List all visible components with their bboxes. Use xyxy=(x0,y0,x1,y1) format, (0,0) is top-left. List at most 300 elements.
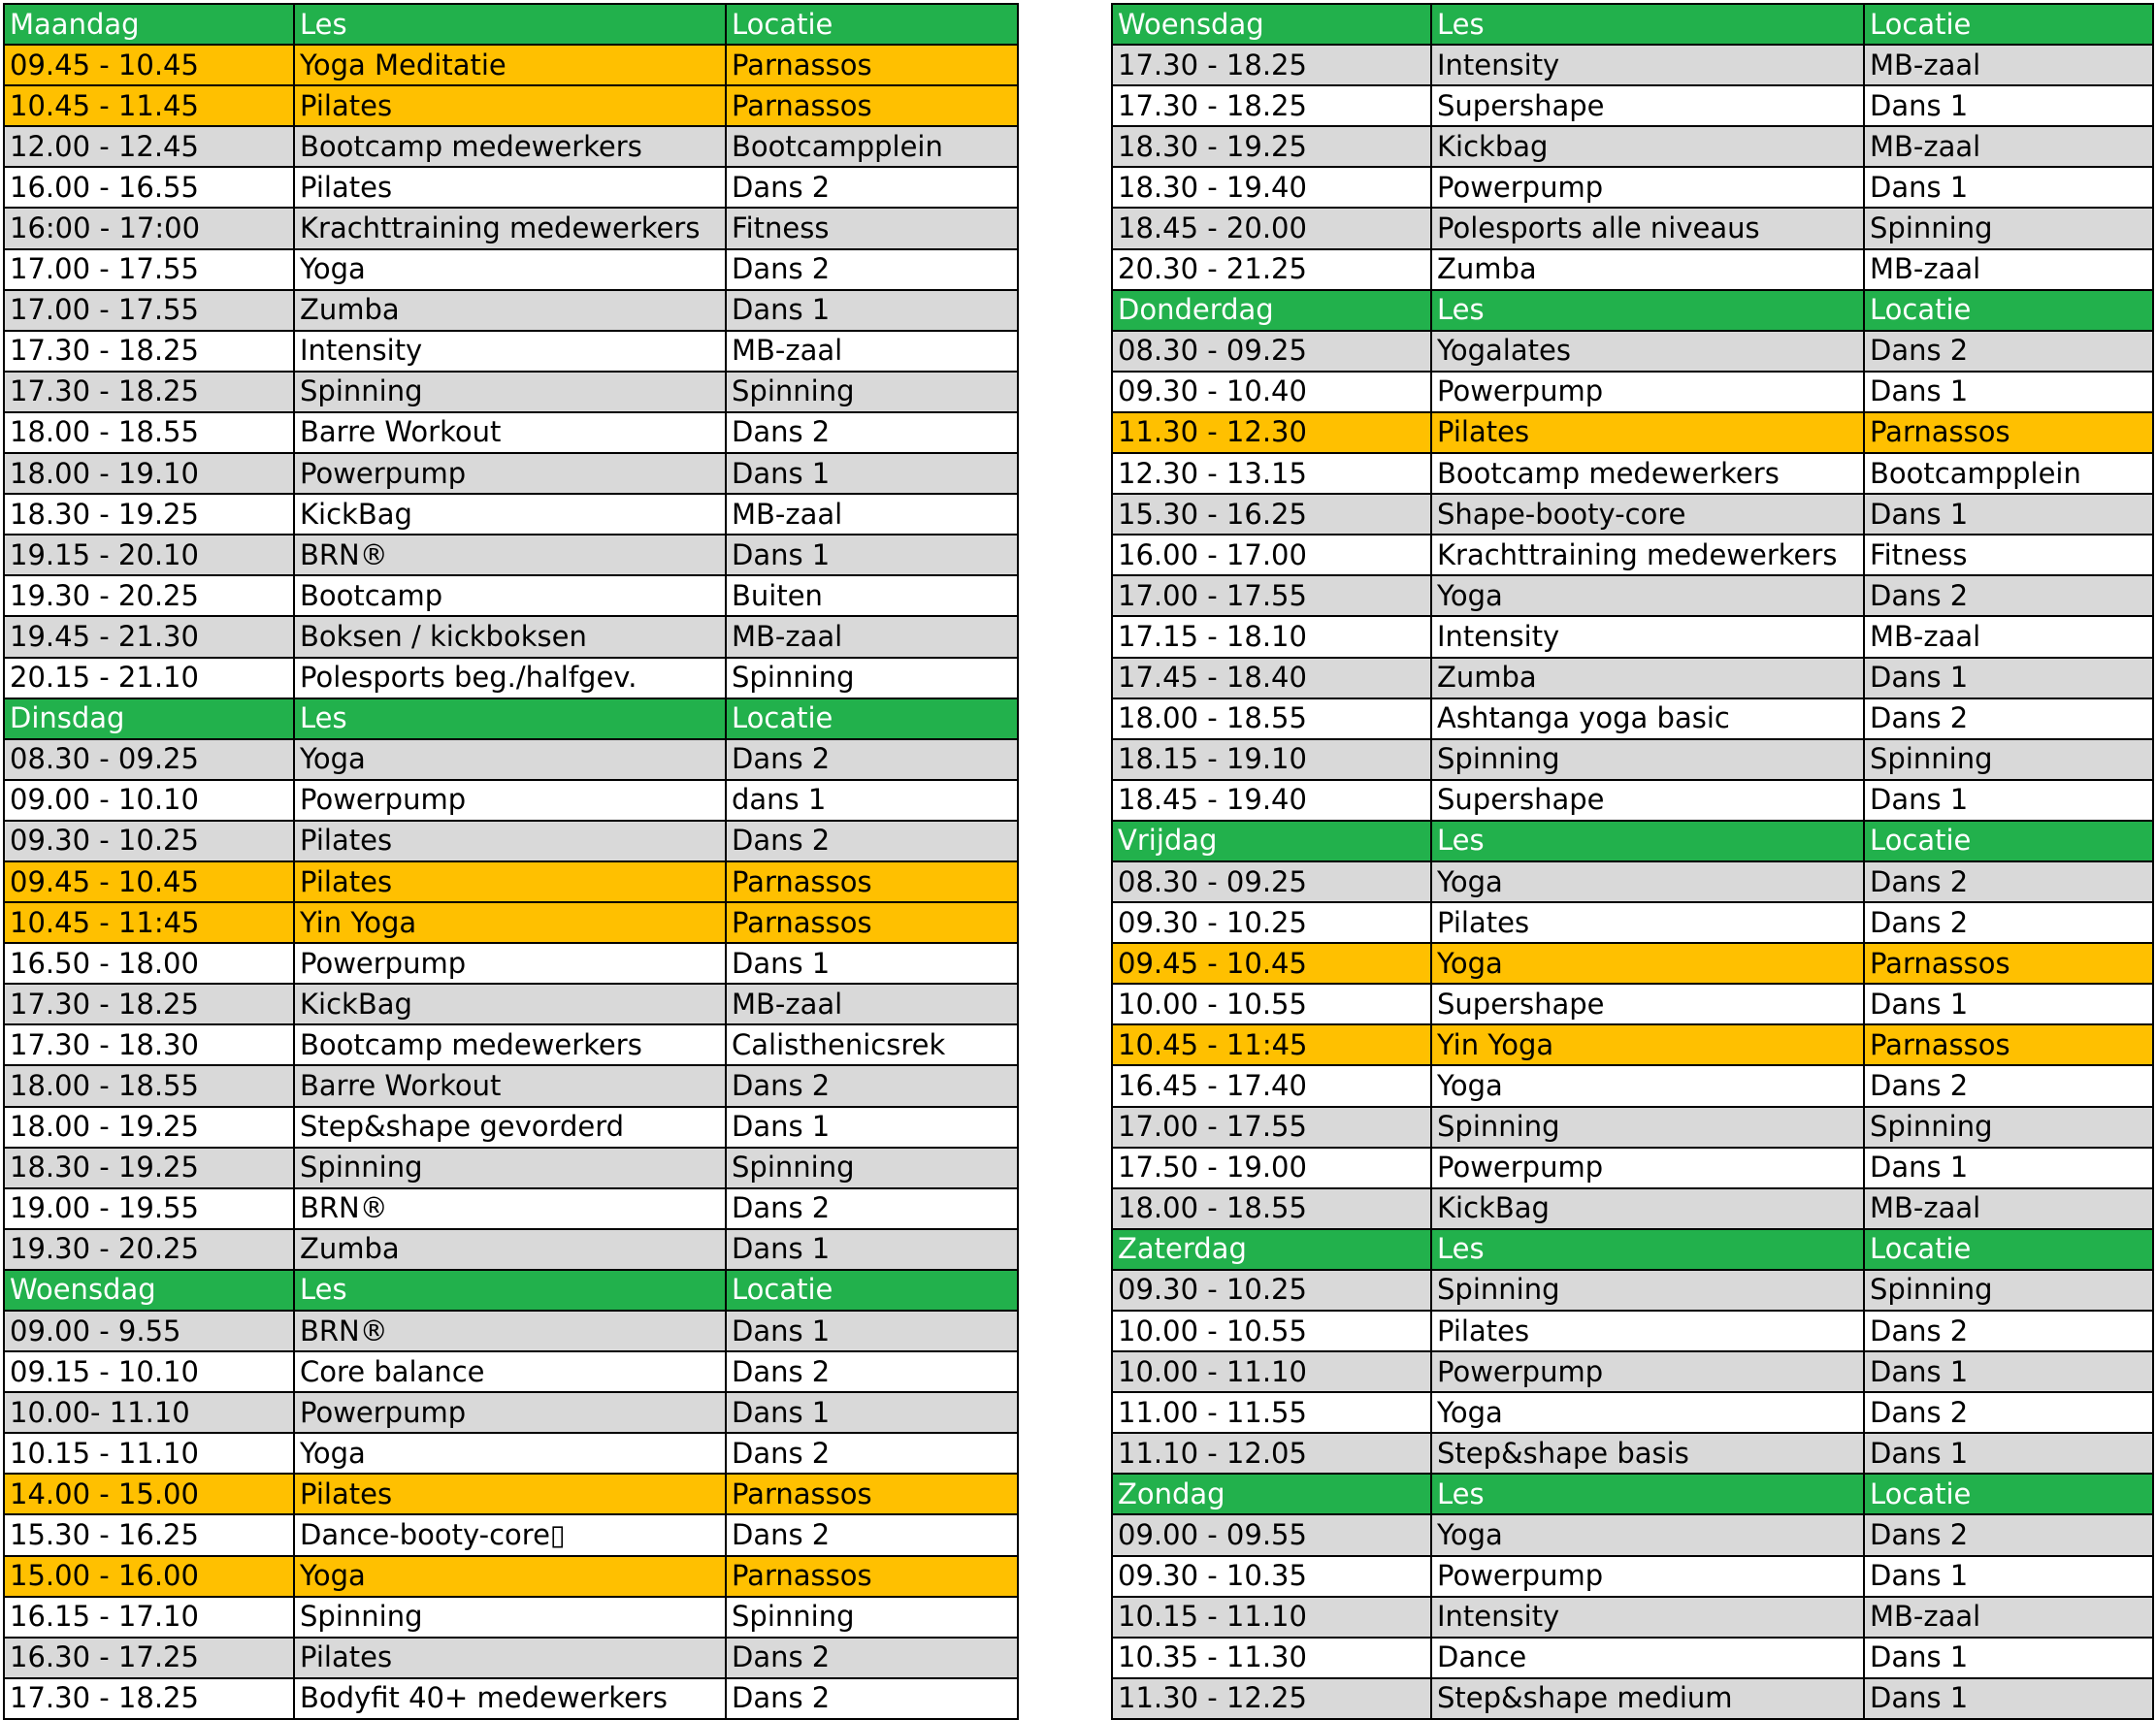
class-row xyxy=(1112,780,2153,821)
class-row xyxy=(4,1107,1018,1148)
class-row xyxy=(1112,126,2153,167)
time-cell: 11.30 - 12.25 xyxy=(1112,1678,1431,1719)
time-cell: 16.30 - 17.25 xyxy=(4,1638,294,1678)
time-cell: 15.00 - 16.00 xyxy=(4,1556,294,1597)
class-name-cell: Powerpump xyxy=(1431,1148,1864,1188)
location-cell: Dans 1 xyxy=(726,943,1018,984)
class-name-cell: BRN® xyxy=(294,1311,726,1351)
time-cell: 08.30 - 09.25 xyxy=(1112,861,1431,902)
class-row xyxy=(1112,453,2153,494)
class-name-cell: Spinning xyxy=(1431,1107,1864,1148)
class-name-cell: Powerpump xyxy=(1431,167,1864,208)
schedule-table-right xyxy=(1111,3,2154,1720)
time-cell: 16.50 - 18.00 xyxy=(4,943,294,984)
schedule-body-left xyxy=(4,4,1018,1719)
location-cell: Dans 1 xyxy=(1864,494,2153,535)
time-cell: 20.30 - 21.25 xyxy=(1112,249,1431,290)
time-cell: 16:00 - 17:00 xyxy=(4,208,294,248)
time-cell: 10.45 - 11:45 xyxy=(1112,1024,1431,1065)
location-cell: Dans 2 xyxy=(726,1065,1018,1106)
time-cell: 18.30 - 19.25 xyxy=(4,1148,294,1188)
day-header-row xyxy=(1112,1229,2153,1270)
location-cell: dans 1 xyxy=(726,780,1018,821)
class-name-cell: Powerpump xyxy=(294,1392,726,1433)
class-row xyxy=(1112,1392,2153,1433)
location-cell: Dans 2 xyxy=(726,821,1018,861)
time-cell: 11.00 - 11.55 xyxy=(1112,1392,1431,1433)
class-row xyxy=(1112,1065,2153,1106)
location-cell: Parnassos xyxy=(726,85,1018,126)
class-row xyxy=(4,249,1018,290)
day-header-row xyxy=(1112,1474,2153,1514)
class-name-cell: Intensity xyxy=(1431,45,1864,85)
time-cell: 18.00 - 19.10 xyxy=(4,453,294,494)
les-header-cell: Les xyxy=(1431,290,1864,331)
class-row xyxy=(4,167,1018,208)
class-name-cell: Barre Workout xyxy=(294,1065,726,1106)
class-name-cell: BRN® xyxy=(294,535,726,575)
class-row xyxy=(4,494,1018,535)
class-row xyxy=(4,1638,1018,1678)
time-cell: 17.30 - 18.25 xyxy=(1112,85,1431,126)
class-row xyxy=(1112,943,2153,984)
time-cell: 19.30 - 20.25 xyxy=(4,575,294,616)
class-row xyxy=(4,575,1018,616)
day-header-row xyxy=(1112,4,2153,45)
class-row xyxy=(1112,85,2153,126)
time-cell: 17.30 - 18.25 xyxy=(4,1678,294,1719)
class-row xyxy=(1112,1678,2153,1719)
class-name-cell: Step&shape gevorderd xyxy=(294,1107,726,1148)
time-cell: 18.30 - 19.25 xyxy=(1112,126,1431,167)
class-row xyxy=(4,658,1018,698)
class-name-cell: Yoga xyxy=(1431,575,1864,616)
time-cell: 10.45 - 11:45 xyxy=(4,902,294,943)
location-cell: Parnassos xyxy=(1864,943,2153,984)
class-row xyxy=(1112,1638,2153,1678)
time-cell: 19.30 - 20.25 xyxy=(4,1229,294,1270)
schedule-body-right xyxy=(1112,4,2153,1719)
location-cell: Dans 1 xyxy=(1864,1148,2153,1188)
time-cell: 17.00 - 17.55 xyxy=(4,249,294,290)
class-row xyxy=(1112,739,2153,780)
time-cell: 10.15 - 11.10 xyxy=(1112,1597,1431,1638)
class-name-cell: Bootcamp medewerkers xyxy=(294,126,726,167)
class-name-cell: Yoga xyxy=(1431,861,1864,902)
day-header-cell: Woensdag xyxy=(4,1270,294,1311)
les-header-cell: Les xyxy=(1431,1229,1864,1270)
class-row xyxy=(1112,249,2153,290)
time-cell: 17.30 - 18.25 xyxy=(4,984,294,1024)
location-cell: Dans 1 xyxy=(726,535,1018,575)
location-cell: Dans 2 xyxy=(726,1678,1018,1719)
time-cell: 17.45 - 18.40 xyxy=(1112,658,1431,698)
day-header-cell: Zondag xyxy=(1112,1474,1431,1514)
class-row xyxy=(1112,1351,2153,1392)
class-row xyxy=(4,290,1018,331)
time-cell: 18.15 - 19.10 xyxy=(1112,739,1431,780)
location-cell: Dans 1 xyxy=(726,453,1018,494)
location-cell: Dans 1 xyxy=(1864,1351,2153,1392)
location-cell: Dans 2 xyxy=(1864,902,2153,943)
location-cell: MB-zaal xyxy=(1864,126,2153,167)
location-cell: Dans 1 xyxy=(1864,1638,2153,1678)
location-cell: Dans 1 xyxy=(1864,167,2153,208)
class-name-cell: Spinning xyxy=(1431,1270,1864,1311)
location-cell: Spinning xyxy=(1864,1107,2153,1148)
class-row xyxy=(4,1024,1018,1065)
location-cell: Dans 1 xyxy=(1864,780,2153,821)
class-row xyxy=(1112,1188,2153,1229)
location-cell: Dans 1 xyxy=(726,1229,1018,1270)
day-header-cell: Zaterdag xyxy=(1112,1229,1431,1270)
location-cell: Dans 2 xyxy=(726,167,1018,208)
time-cell: 09.30 - 10.35 xyxy=(1112,1556,1431,1597)
class-name-cell: Powerpump xyxy=(294,453,726,494)
location-cell: MB-zaal xyxy=(1864,1597,2153,1638)
location-cell: Fitness xyxy=(726,208,1018,248)
class-name-cell: Pilates xyxy=(294,821,726,861)
location-cell: Dans 2 xyxy=(726,1188,1018,1229)
day-header-cell: Vrijdag xyxy=(1112,821,1431,861)
time-cell: 17.30 - 18.25 xyxy=(4,331,294,372)
time-cell: 18.00 - 18.55 xyxy=(1112,698,1431,739)
class-row xyxy=(1112,698,2153,739)
day-header-row xyxy=(1112,821,2153,861)
location-cell: MB-zaal xyxy=(726,984,1018,1024)
time-cell: 19.45 - 21.30 xyxy=(4,616,294,657)
time-cell: 15.30 - 16.25 xyxy=(1112,494,1431,535)
class-name-cell: Bootcamp medewerkers xyxy=(294,1024,726,1065)
class-row xyxy=(4,1148,1018,1188)
class-name-cell: Supershape xyxy=(1431,984,1864,1024)
time-cell: 16.00 - 17.00 xyxy=(1112,535,1431,575)
class-row xyxy=(1112,535,2153,575)
class-name-cell: Bodyfit 40+ medewerkers xyxy=(294,1678,726,1719)
class-row xyxy=(1112,1311,2153,1351)
class-row xyxy=(1112,616,2153,657)
location-cell: Parnassos xyxy=(726,1556,1018,1597)
location-cell: Dans 2 xyxy=(726,249,1018,290)
class-name-cell: Zumba xyxy=(294,290,726,331)
time-cell: 17.30 - 18.25 xyxy=(1112,45,1431,85)
class-name-cell: Bootcamp medewerkers xyxy=(1431,453,1864,494)
class-name-cell: Powerpump xyxy=(294,943,726,984)
class-name-cell: Pilates xyxy=(1431,902,1864,943)
time-cell: 08.30 - 09.25 xyxy=(1112,331,1431,372)
time-cell: 09.15 - 10.10 xyxy=(4,1351,294,1392)
time-cell: 18.00 - 18.55 xyxy=(4,412,294,453)
time-cell: 17.15 - 18.10 xyxy=(1112,616,1431,657)
location-cell: Dans 1 xyxy=(1864,658,2153,698)
class-name-cell: Polesports alle niveaus xyxy=(1431,208,1864,248)
class-name-cell: Step&shape basis xyxy=(1431,1433,1864,1474)
location-cell: MB-zaal xyxy=(726,331,1018,372)
class-name-cell: Powerpump xyxy=(294,780,726,821)
locatie-header-cell: Locatie xyxy=(726,4,1018,45)
class-row xyxy=(4,1556,1018,1597)
class-name-cell: Pilates xyxy=(1431,1311,1864,1351)
time-cell: 09.45 - 10.45 xyxy=(4,861,294,902)
location-cell: Dans 1 xyxy=(1864,372,2153,412)
class-name-cell: Spinning xyxy=(294,1597,726,1638)
time-cell: 17.00 - 17.55 xyxy=(1112,575,1431,616)
location-cell: Spinning xyxy=(1864,739,2153,780)
class-name-cell: Yoga xyxy=(294,739,726,780)
class-row xyxy=(1112,902,2153,943)
class-name-cell: Pilates xyxy=(1431,412,1864,453)
class-row xyxy=(4,372,1018,412)
time-cell: 10.00 - 11.10 xyxy=(1112,1351,1431,1392)
location-cell: Dans 2 xyxy=(1864,1065,2153,1106)
class-row xyxy=(4,535,1018,575)
class-name-cell: Intensity xyxy=(294,331,726,372)
locatie-header-cell: Locatie xyxy=(726,1270,1018,1311)
class-name-cell: Ashtanga yoga basic xyxy=(1431,698,1864,739)
class-row xyxy=(1112,1556,2153,1597)
time-cell: 09.30 - 10.25 xyxy=(4,821,294,861)
time-cell: 12.00 - 12.45 xyxy=(4,126,294,167)
location-cell: Dans 2 xyxy=(726,1433,1018,1474)
class-name-cell: Yoga xyxy=(1431,1392,1864,1433)
class-name-cell: Yoga xyxy=(294,1433,726,1474)
class-row xyxy=(4,1311,1018,1351)
class-name-cell: Pilates xyxy=(294,167,726,208)
time-cell: 09.30 - 10.25 xyxy=(1112,1270,1431,1311)
time-cell: 08.30 - 09.25 xyxy=(4,739,294,780)
class-name-cell: Step&shape medium xyxy=(1431,1678,1864,1719)
time-cell: 18.30 - 19.40 xyxy=(1112,167,1431,208)
class-row xyxy=(1112,167,2153,208)
time-cell: 17.00 - 17.55 xyxy=(1112,1107,1431,1148)
location-cell: Dans 2 xyxy=(1864,861,2153,902)
class-name-cell: KickBag xyxy=(1431,1188,1864,1229)
time-cell: 10.00- 11.10 xyxy=(4,1392,294,1433)
location-cell: Dans 2 xyxy=(1864,331,2153,372)
class-row xyxy=(4,1514,1018,1555)
class-name-cell: Yogalates xyxy=(1431,331,1864,372)
class-name-cell: BRN® xyxy=(294,1188,726,1229)
class-row xyxy=(1112,984,2153,1024)
time-cell: 18.00 - 18.55 xyxy=(4,1065,294,1106)
time-cell: 09.00 - 09.55 xyxy=(1112,1514,1431,1555)
location-cell: Parnassos xyxy=(726,861,1018,902)
time-cell: 09.45 - 10.45 xyxy=(4,45,294,85)
location-cell: Dans 1 xyxy=(726,1392,1018,1433)
class-name-cell: Yoga xyxy=(294,249,726,290)
class-name-cell: Powerpump xyxy=(1431,1351,1864,1392)
class-row xyxy=(1112,412,2153,453)
class-name-cell: Zumba xyxy=(1431,249,1864,290)
location-cell: Dans 2 xyxy=(726,1638,1018,1678)
location-cell: MB-zaal xyxy=(1864,45,2153,85)
day-header-cell: Dinsdag xyxy=(4,698,294,739)
les-header-cell: Les xyxy=(1431,4,1864,45)
time-cell: 10.15 - 11.10 xyxy=(4,1433,294,1474)
les-header-cell: Les xyxy=(294,1270,726,1311)
location-cell: Dans 2 xyxy=(1864,1311,2153,1351)
location-cell: Dans 2 xyxy=(726,1514,1018,1555)
class-row xyxy=(4,208,1018,248)
class-row xyxy=(1112,45,2153,85)
time-cell: 18.45 - 19.40 xyxy=(1112,780,1431,821)
time-cell: 16.45 - 17.40 xyxy=(1112,1065,1431,1106)
location-cell: Dans 1 xyxy=(1864,1433,2153,1474)
location-cell: Spinning xyxy=(726,1148,1018,1188)
location-cell: MB-zaal xyxy=(726,494,1018,535)
class-name-cell: Yoga xyxy=(294,1556,726,1597)
time-cell: 15.30 - 16.25 xyxy=(4,1514,294,1555)
location-cell: Dans 1 xyxy=(1864,984,2153,1024)
class-row xyxy=(4,126,1018,167)
locatie-header-cell: Locatie xyxy=(1864,1474,2153,1514)
class-row xyxy=(1112,1514,2153,1555)
day-header-cell: Donderdag xyxy=(1112,290,1431,331)
location-cell: Spinning xyxy=(726,658,1018,698)
class-row xyxy=(4,331,1018,372)
class-row xyxy=(4,1188,1018,1229)
class-name-cell: Powerpump xyxy=(1431,372,1864,412)
class-row xyxy=(1112,1107,2153,1148)
class-name-cell: Dance-booty-core▯ xyxy=(294,1514,726,1555)
class-name-cell: Yoga Meditatie xyxy=(294,45,726,85)
location-cell: Dans 1 xyxy=(726,1107,1018,1148)
class-name-cell: Spinning xyxy=(294,1148,726,1188)
class-row xyxy=(1112,331,2153,372)
day-header-cell: Woensdag xyxy=(1112,4,1431,45)
class-row xyxy=(4,861,1018,902)
class-row xyxy=(4,821,1018,861)
class-name-cell: Yoga xyxy=(1431,1514,1864,1555)
time-cell: 12.30 - 13.15 xyxy=(1112,453,1431,494)
class-row xyxy=(4,1474,1018,1514)
location-cell: MB-zaal xyxy=(726,616,1018,657)
class-row xyxy=(1112,1597,2153,1638)
class-row xyxy=(1112,208,2153,248)
class-name-cell: Core balance xyxy=(294,1351,726,1392)
time-cell: 17.00 - 17.55 xyxy=(4,290,294,331)
time-cell: 18.45 - 20.00 xyxy=(1112,208,1431,248)
time-cell: 10.35 - 11.30 xyxy=(1112,1638,1431,1678)
locatie-header-cell: Locatie xyxy=(1864,290,2153,331)
class-row xyxy=(4,45,1018,85)
class-row xyxy=(1112,861,2153,902)
class-name-cell: Powerpump xyxy=(1431,1556,1864,1597)
class-name-cell: Zumba xyxy=(294,1229,726,1270)
location-cell: Bootcampplein xyxy=(1864,453,2153,494)
location-cell: Dans 1 xyxy=(1864,85,2153,126)
class-name-cell: Boksen / kickboksen xyxy=(294,616,726,657)
class-row xyxy=(4,902,1018,943)
class-name-cell: Yoga xyxy=(1431,1065,1864,1106)
time-cell: 18.30 - 19.25 xyxy=(4,494,294,535)
location-cell: Fitness xyxy=(1864,535,2153,575)
locatie-header-cell: Locatie xyxy=(1864,1229,2153,1270)
class-name-cell: KickBag xyxy=(294,494,726,535)
les-header-cell: Les xyxy=(1431,1474,1864,1514)
location-cell: Parnassos xyxy=(726,902,1018,943)
class-row xyxy=(1112,1270,2153,1311)
class-name-cell: KickBag xyxy=(294,984,726,1024)
class-row xyxy=(4,453,1018,494)
location-cell: Parnassos xyxy=(1864,412,2153,453)
time-cell: 10.00 - 10.55 xyxy=(1112,1311,1431,1351)
class-row xyxy=(1112,1148,2153,1188)
time-cell: 17.30 - 18.30 xyxy=(4,1024,294,1065)
time-cell: 19.15 - 20.10 xyxy=(4,535,294,575)
day-header-row xyxy=(1112,290,2153,331)
class-name-cell: Supershape xyxy=(1431,780,1864,821)
class-row xyxy=(1112,1433,2153,1474)
class-name-cell: Pilates xyxy=(294,1474,726,1514)
class-name-cell: Bootcamp xyxy=(294,575,726,616)
class-row xyxy=(4,1678,1018,1719)
class-row xyxy=(4,412,1018,453)
class-name-cell: Supershape xyxy=(1431,85,1864,126)
location-cell: Parnassos xyxy=(726,45,1018,85)
class-name-cell: Yin Yoga xyxy=(1431,1024,1864,1065)
time-cell: 10.00 - 10.55 xyxy=(1112,984,1431,1024)
class-row xyxy=(1112,372,2153,412)
class-name-cell: Barre Workout xyxy=(294,412,726,453)
time-cell: 18.00 - 18.55 xyxy=(1112,1188,1431,1229)
location-cell: Dans 1 xyxy=(726,290,1018,331)
time-cell: 14.00 - 15.00 xyxy=(4,1474,294,1514)
class-name-cell: Intensity xyxy=(1431,1597,1864,1638)
location-cell: Dans 2 xyxy=(726,739,1018,780)
location-cell: Dans 2 xyxy=(1864,575,2153,616)
class-name-cell: Spinning xyxy=(294,372,726,412)
class-name-cell: Krachttraining medewerkers xyxy=(294,208,726,248)
location-cell: Parnassos xyxy=(1864,1024,2153,1065)
les-header-cell: Les xyxy=(1431,821,1864,861)
time-cell: 17.30 - 18.25 xyxy=(4,372,294,412)
day-header-row xyxy=(4,1270,1018,1311)
location-cell: Dans 2 xyxy=(726,412,1018,453)
locatie-header-cell: Locatie xyxy=(726,698,1018,739)
time-cell: 16.15 - 17.10 xyxy=(4,1597,294,1638)
location-cell: Dans 2 xyxy=(1864,1514,2153,1555)
class-row xyxy=(4,1392,1018,1433)
time-cell: 09.30 - 10.25 xyxy=(1112,902,1431,943)
class-row xyxy=(4,943,1018,984)
location-cell: Calisthenicsrek xyxy=(726,1024,1018,1065)
les-header-cell: Les xyxy=(294,698,726,739)
location-cell: Dans 2 xyxy=(1864,1392,2153,1433)
class-row xyxy=(4,984,1018,1024)
time-cell: 10.45 - 11.45 xyxy=(4,85,294,126)
schedule-table-left xyxy=(3,3,1019,1720)
class-name-cell: Shape-booty-core xyxy=(1431,494,1864,535)
class-row xyxy=(1112,1024,2153,1065)
class-name-cell: Polesports beg./halfgev. xyxy=(294,658,726,698)
time-cell: 18.00 - 19.25 xyxy=(4,1107,294,1148)
location-cell: MB-zaal xyxy=(1864,1188,2153,1229)
time-cell: 09.30 - 10.40 xyxy=(1112,372,1431,412)
day-header-cell: Maandag xyxy=(4,4,294,45)
location-cell: Spinning xyxy=(726,1597,1018,1638)
class-name-cell: Pilates xyxy=(294,861,726,902)
les-header-cell: Les xyxy=(294,4,726,45)
location-cell: MB-zaal xyxy=(1864,616,2153,657)
location-cell: Dans 1 xyxy=(1864,1556,2153,1597)
location-cell: Bootcampplein xyxy=(726,126,1018,167)
class-row xyxy=(4,1433,1018,1474)
class-name-cell: Krachttraining medewerkers xyxy=(1431,535,1864,575)
class-name-cell: Spinning xyxy=(1431,739,1864,780)
location-cell: Dans 2 xyxy=(726,1351,1018,1392)
time-cell: 09.45 - 10.45 xyxy=(1112,943,1431,984)
